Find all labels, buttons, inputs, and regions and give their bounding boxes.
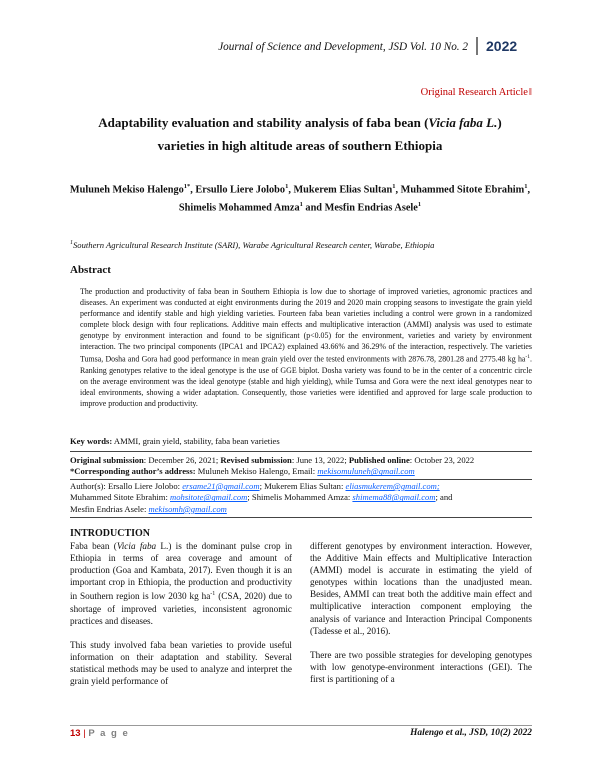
divider-bottom: [70, 517, 532, 518]
submission-info: [70, 455, 532, 478]
keywords-label: Key words:: [70, 436, 113, 446]
title-line-1: [60, 111, 540, 134]
corr-email-link[interactable]: mekisomuluneh@gmail.com: [317, 466, 415, 477]
abstract-unit-sup: -1: [525, 354, 531, 361]
abstract-heading: Abstract: [70, 264, 111, 276]
author-emails-line-2: [70, 492, 532, 503]
abstract-body: [80, 287, 532, 410]
author-emails-text-2: ; Mukerem Elias Sultan:: [259, 481, 346, 491]
orig-date: : December 26, 2021;: [143, 455, 221, 465]
author-name: Mesfin Endrias Asele: [324, 202, 418, 214]
corr-text: Muluneh Mekiso Halengo, Email:: [195, 466, 318, 477]
intro-left-p1-sup: -1: [210, 591, 216, 598]
author-affiliation-sup: 1: [524, 183, 528, 190]
intro-heading: INTRODUCTION: [70, 528, 151, 539]
article-type-bar: ‖: [528, 86, 532, 98]
rev-date: : June 13, 2022;: [291, 455, 349, 465]
article-type-label: Original Research Article: [420, 87, 528, 98]
keywords-text: AMMI, grain yield, stability, faba bean varieties: [112, 436, 280, 446]
page-word: P a g e: [88, 728, 130, 739]
email-link-amza[interactable]: shimema88@gmail.com: [352, 492, 436, 503]
author-emails-text-1: Author(s): Ersallo Liere Jolobo:: [70, 481, 183, 491]
author-separator: ,: [527, 184, 531, 196]
author-separator: ,: [395, 184, 401, 196]
abstract-text-1: The production and productivity of faba bean in Southern Ethiopia is low due to shortage of improved varieties, agronomic practices and diseases. An experiment was conducted at eight environments during the 2019 and 2020 main cropping seasons to investigate the grain yield performance and identify stable and high yielding varieties. Fourteen faba bean varieties including a control were grown in a randomized complete block design with four replications. Additive main effects and multiplicative interaction (AMMI) analysis was used to estimate genotype by environment interaction and found to be significant (p<0.05) for the environment, varieties and variety by environment interaction. The two principal components (IPCA1 and IPCA2) explained 43.66% and 36.29% of the interaction, respectively. The varieties Tumsa, Dosha and Gora had good performance in mean grain yield over the tested environments with 2876.78, 2801.28 and 2775.48 kg ha: [80, 287, 532, 365]
intro-left-p1-species: Vicia faba: [116, 541, 157, 551]
title-suffix: ): [497, 115, 502, 130]
abstract-text-2: . Ranking genotypes relative to the ideal genotype is the use of GGE biplot. Dosha variety was found to be in the center of a concentric circle on the average environment was the ideal genotype (stable and high yielding), while Tumsa and Gora were the next ideal genotypes near to ideal environments, showing a wider adaptation. Consequently, those varieties were identified and approved for large scale production to improve production and productivity.: [80, 355, 532, 408]
title-species: Vicia faba L.: [428, 115, 498, 130]
intro-left-p1-a: Faba bean (: [70, 541, 117, 551]
author-name: Mukerem Elias Sultan: [293, 184, 393, 196]
article-type: [421, 86, 532, 98]
author-name: Ersullo Liere Jolobo: [195, 184, 286, 196]
intro-right-paragraph-1: different genotypes by environment interaction. However, the Additive Main effects and Multiplicative Interaction (AMMI) model is accurate in estimating the yield of genotypes within locations than the unadjusted mean. Besides, AMMI can treat both the additive main effect and multiplicative interaction component employing the analysis of variance and Interaction Principal Components (Tadesse et al., 2016).: [310, 541, 532, 636]
footer-citation: Halengo et al., JSD, 10(2) 2022: [410, 728, 532, 738]
author-separator: ,: [190, 184, 196, 196]
right-column: [310, 540, 532, 697]
author-separator: and: [302, 202, 325, 214]
journal-header: Journal of Science and Development, JSD Vol. 10 No. 2: [218, 41, 468, 53]
author-separator: ,: [288, 184, 294, 196]
email-link-jolobo[interactable]: ersame21@gmail.com: [182, 481, 260, 491]
author-affiliation-sup: 1*: [183, 183, 191, 190]
intro-left-p1-b: L.) is the dominant pulse crop in Ethiopia in terms of area coverage and amount of production (Goa and Kambata, 2017). Even though it is an important crop in Ethiopia, the production and productivity in Southern region is low 2030 kg ha: [70, 541, 293, 602]
author-name: Shimelis Mohammed Amza: [178, 202, 300, 214]
divider-top: [70, 451, 532, 452]
submission-dates: [70, 455, 532, 466]
author-emails-text-5: ; and: [435, 492, 453, 503]
email-link-sultan[interactable]: eliasmukerem@gmail.com;: [345, 481, 440, 491]
author-name: Muluneh Mekiso Halengo: [69, 184, 184, 196]
author-emails: [70, 481, 532, 515]
author-list: [60, 179, 540, 216]
orig-label: Original submission: [70, 455, 144, 465]
corr-label: *Corresponding author’s address:: [70, 466, 196, 477]
footer-divider: [70, 725, 532, 726]
author-affiliation-sup: 1: [417, 201, 422, 209]
page-number: 13: [70, 728, 81, 739]
intro-left-p1-c: (CSA, 2020) due to shortage of improved varieties, inconsistent agronomic practices and diseases.: [70, 591, 293, 626]
keywords: [70, 436, 280, 446]
email-link-asele[interactable]: mekisomh@gmail.com: [148, 503, 227, 514]
email-link-ebrahim[interactable]: mohsitote@gmail.com: [170, 492, 248, 503]
author-emails-line-1: [70, 481, 532, 492]
intro-left-paragraph-1: [70, 540, 292, 627]
intro-left-paragraph-2: This study involved faba bean varieties to provide useful information on their adaptation and stability. Several statistical methods may be used to analyze and interpret the grain yield performance of: [70, 639, 292, 686]
affiliation-text: Southern Agricultural Research Institute (SARI), Warabe Agricultural Research center, Warabe, Ethiopia: [73, 239, 435, 250]
author-emails-text-6: Mesfin Endrias Asele:: [70, 503, 149, 514]
author-affiliation-sup: 1: [299, 201, 303, 209]
journal-year: 2022: [476, 37, 536, 55]
affiliation-sup: 1: [70, 240, 73, 246]
author-affiliation-sup: 1: [392, 183, 396, 190]
pub-label: Published online: [348, 455, 410, 465]
footer-page-number: [70, 728, 129, 739]
pub-date: : October 23, 2022: [409, 455, 475, 465]
intro-right-paragraph-2: There are two possible strategies for developing genotypes with low genotype-environment interactions (GEI). The first is partitioning of a: [310, 649, 532, 684]
left-column: [70, 528, 292, 699]
author-name: Muhammed Sitote Ebrahim: [400, 184, 525, 196]
author-emails-text-3: Muhammed Sitote Ebrahim:: [70, 492, 171, 503]
author-affiliation-sup: 1: [285, 183, 289, 190]
corresponding-author: [70, 466, 532, 477]
affiliation: [70, 238, 540, 251]
title-prefix: Adaptability evaluation and stability analysis of faba bean (: [98, 115, 429, 130]
paper-title: [60, 111, 540, 157]
page-separator: |: [80, 728, 89, 739]
rev-label: Revised submission: [220, 455, 292, 465]
author-emails-line-3: [70, 504, 532, 515]
divider-mid: [70, 479, 532, 480]
author-emails-text-4: ; Shimelis Mohammed Amza:: [247, 492, 353, 503]
title-line-2: varieties in high altitude areas of southern Ethiopia: [157, 138, 443, 153]
